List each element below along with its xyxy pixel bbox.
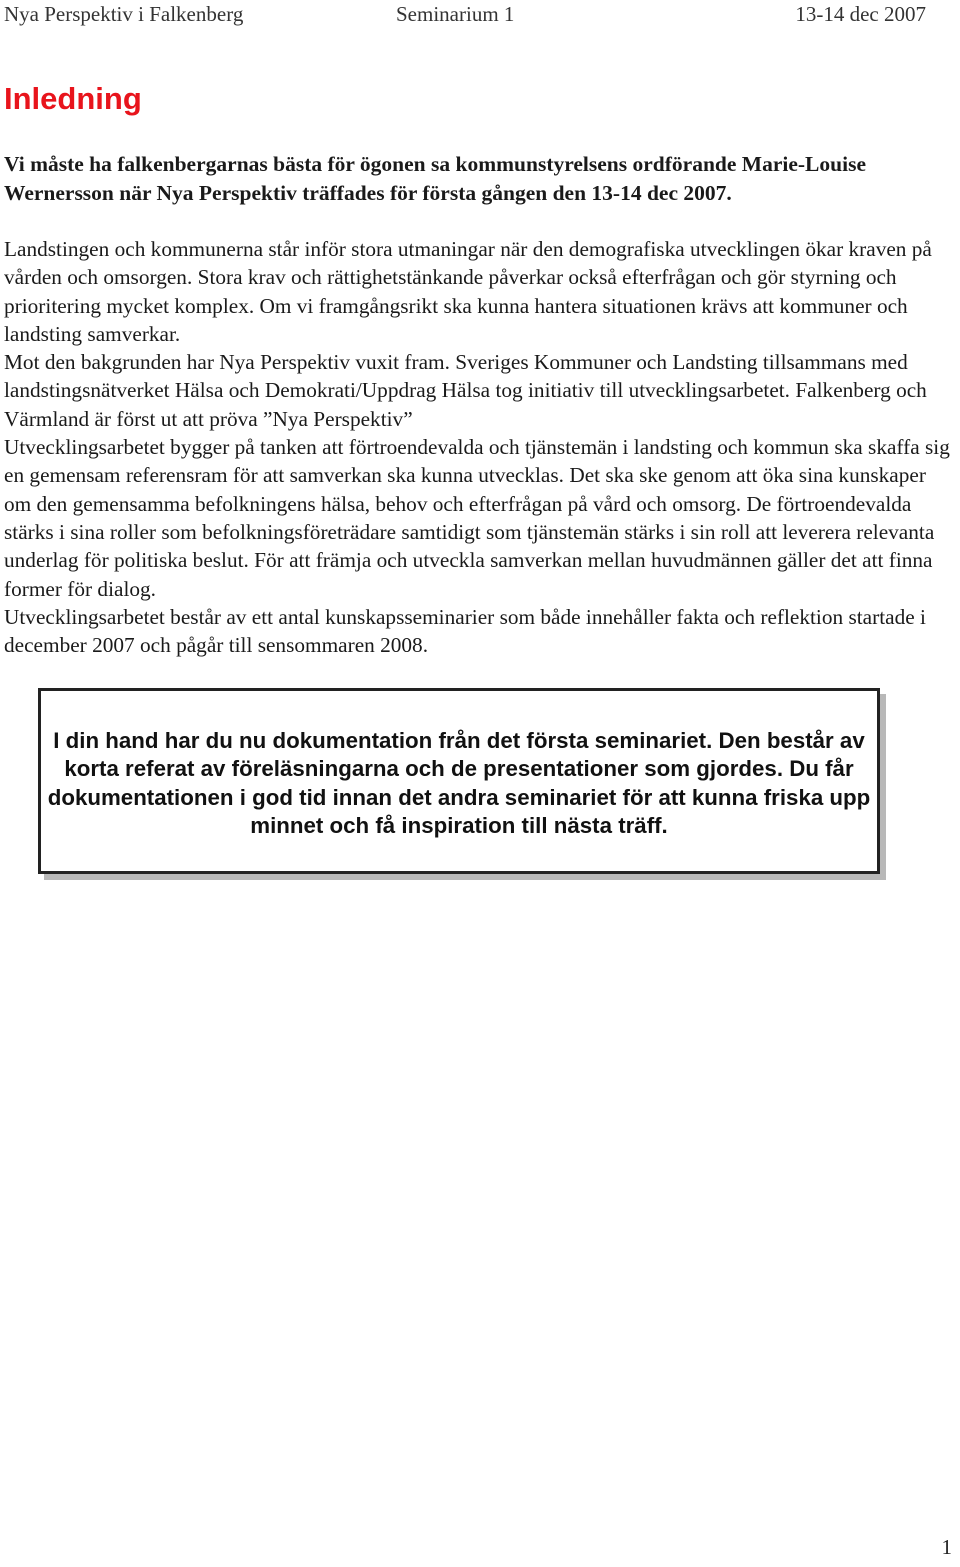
header-seminar-label: Seminarium 1 xyxy=(396,2,515,26)
header-document-title: Nya Perspektiv i Falkenberg xyxy=(4,2,244,26)
body-paragraph: Utvecklingsarbetet bygger på tanken att förtroendevalda och tjänstemän i landsting och kommun ska skaffa sig en gemensam referensram för att samverkan ska kunna utvecklas. Det ska ske genom att öka sina kunskaper om den gemensamma befolkningens hälsa, behov och efterfrågan på vård och omsorg. De förtroendevalda stärks i sina roller som befolkningsföreträdare samtidigt som tjänstemän stärks i sin roll att leverera relevanta underlag för politiska beslut. För att främja och utveckla samverkan mellan huvudmännen gäller det att finna former för dialog. xyxy=(4,435,950,601)
header-date: 13-14 dec 2007 xyxy=(795,2,926,26)
body-text xyxy=(4,235,956,659)
documentation-note-box xyxy=(38,688,880,874)
section-title: Inledning xyxy=(4,81,142,116)
page-number: 1 xyxy=(941,1535,952,1559)
body-paragraph: Utvecklingsarbetet består av ett antal kunskapsseminarier som både innehåller fakta och reflektion startade i december 2007 och pågår till sensommaren 2008. xyxy=(4,604,926,658)
documentation-note-text: I din hand har du nu dokumentation från det första seminariet. Den består av korta referat av föreläsningarna och de presentationer som gjordes. Du får dokumentationen i god tid innan det andra seminariet för att kunna friska upp minnet och få inspiration till nästa träff. xyxy=(47,728,871,838)
lead-paragraph: Vi måste ha falkenbergarnas bästa för ögonen sa kommunstyrelsens ordförande Marie-Louise Wernersson när Nya Perspektiv träffades för första gången den 13-14 dec 2007. xyxy=(4,152,866,205)
body-paragraph: Landstingen och kommunerna står inför stora utmaningar när den demografiska utvecklingen ökar kraven på vården och omsorgen. Stora krav och rättighetstänkande påverkar också efterfrågan och gör styrning och prioritering mycket komplex. Om vi framgångsrikt ska kunna hantera situationen krävs att kommuner och landsting samverkar. xyxy=(4,237,932,346)
body-paragraph: Mot den bakgrunden har Nya Perspektiv vuxit fram. Sveriges Kommuner och Landsting tillsammans med landstingsnätverket Hälsa och Demokrati/Uppdrag Hälsa tog initiativ till utvecklingsarbetet. Falkenberg och Värmland är först ut att pröva ”Nya Perspektiv” xyxy=(4,350,927,431)
page-header xyxy=(0,0,960,28)
